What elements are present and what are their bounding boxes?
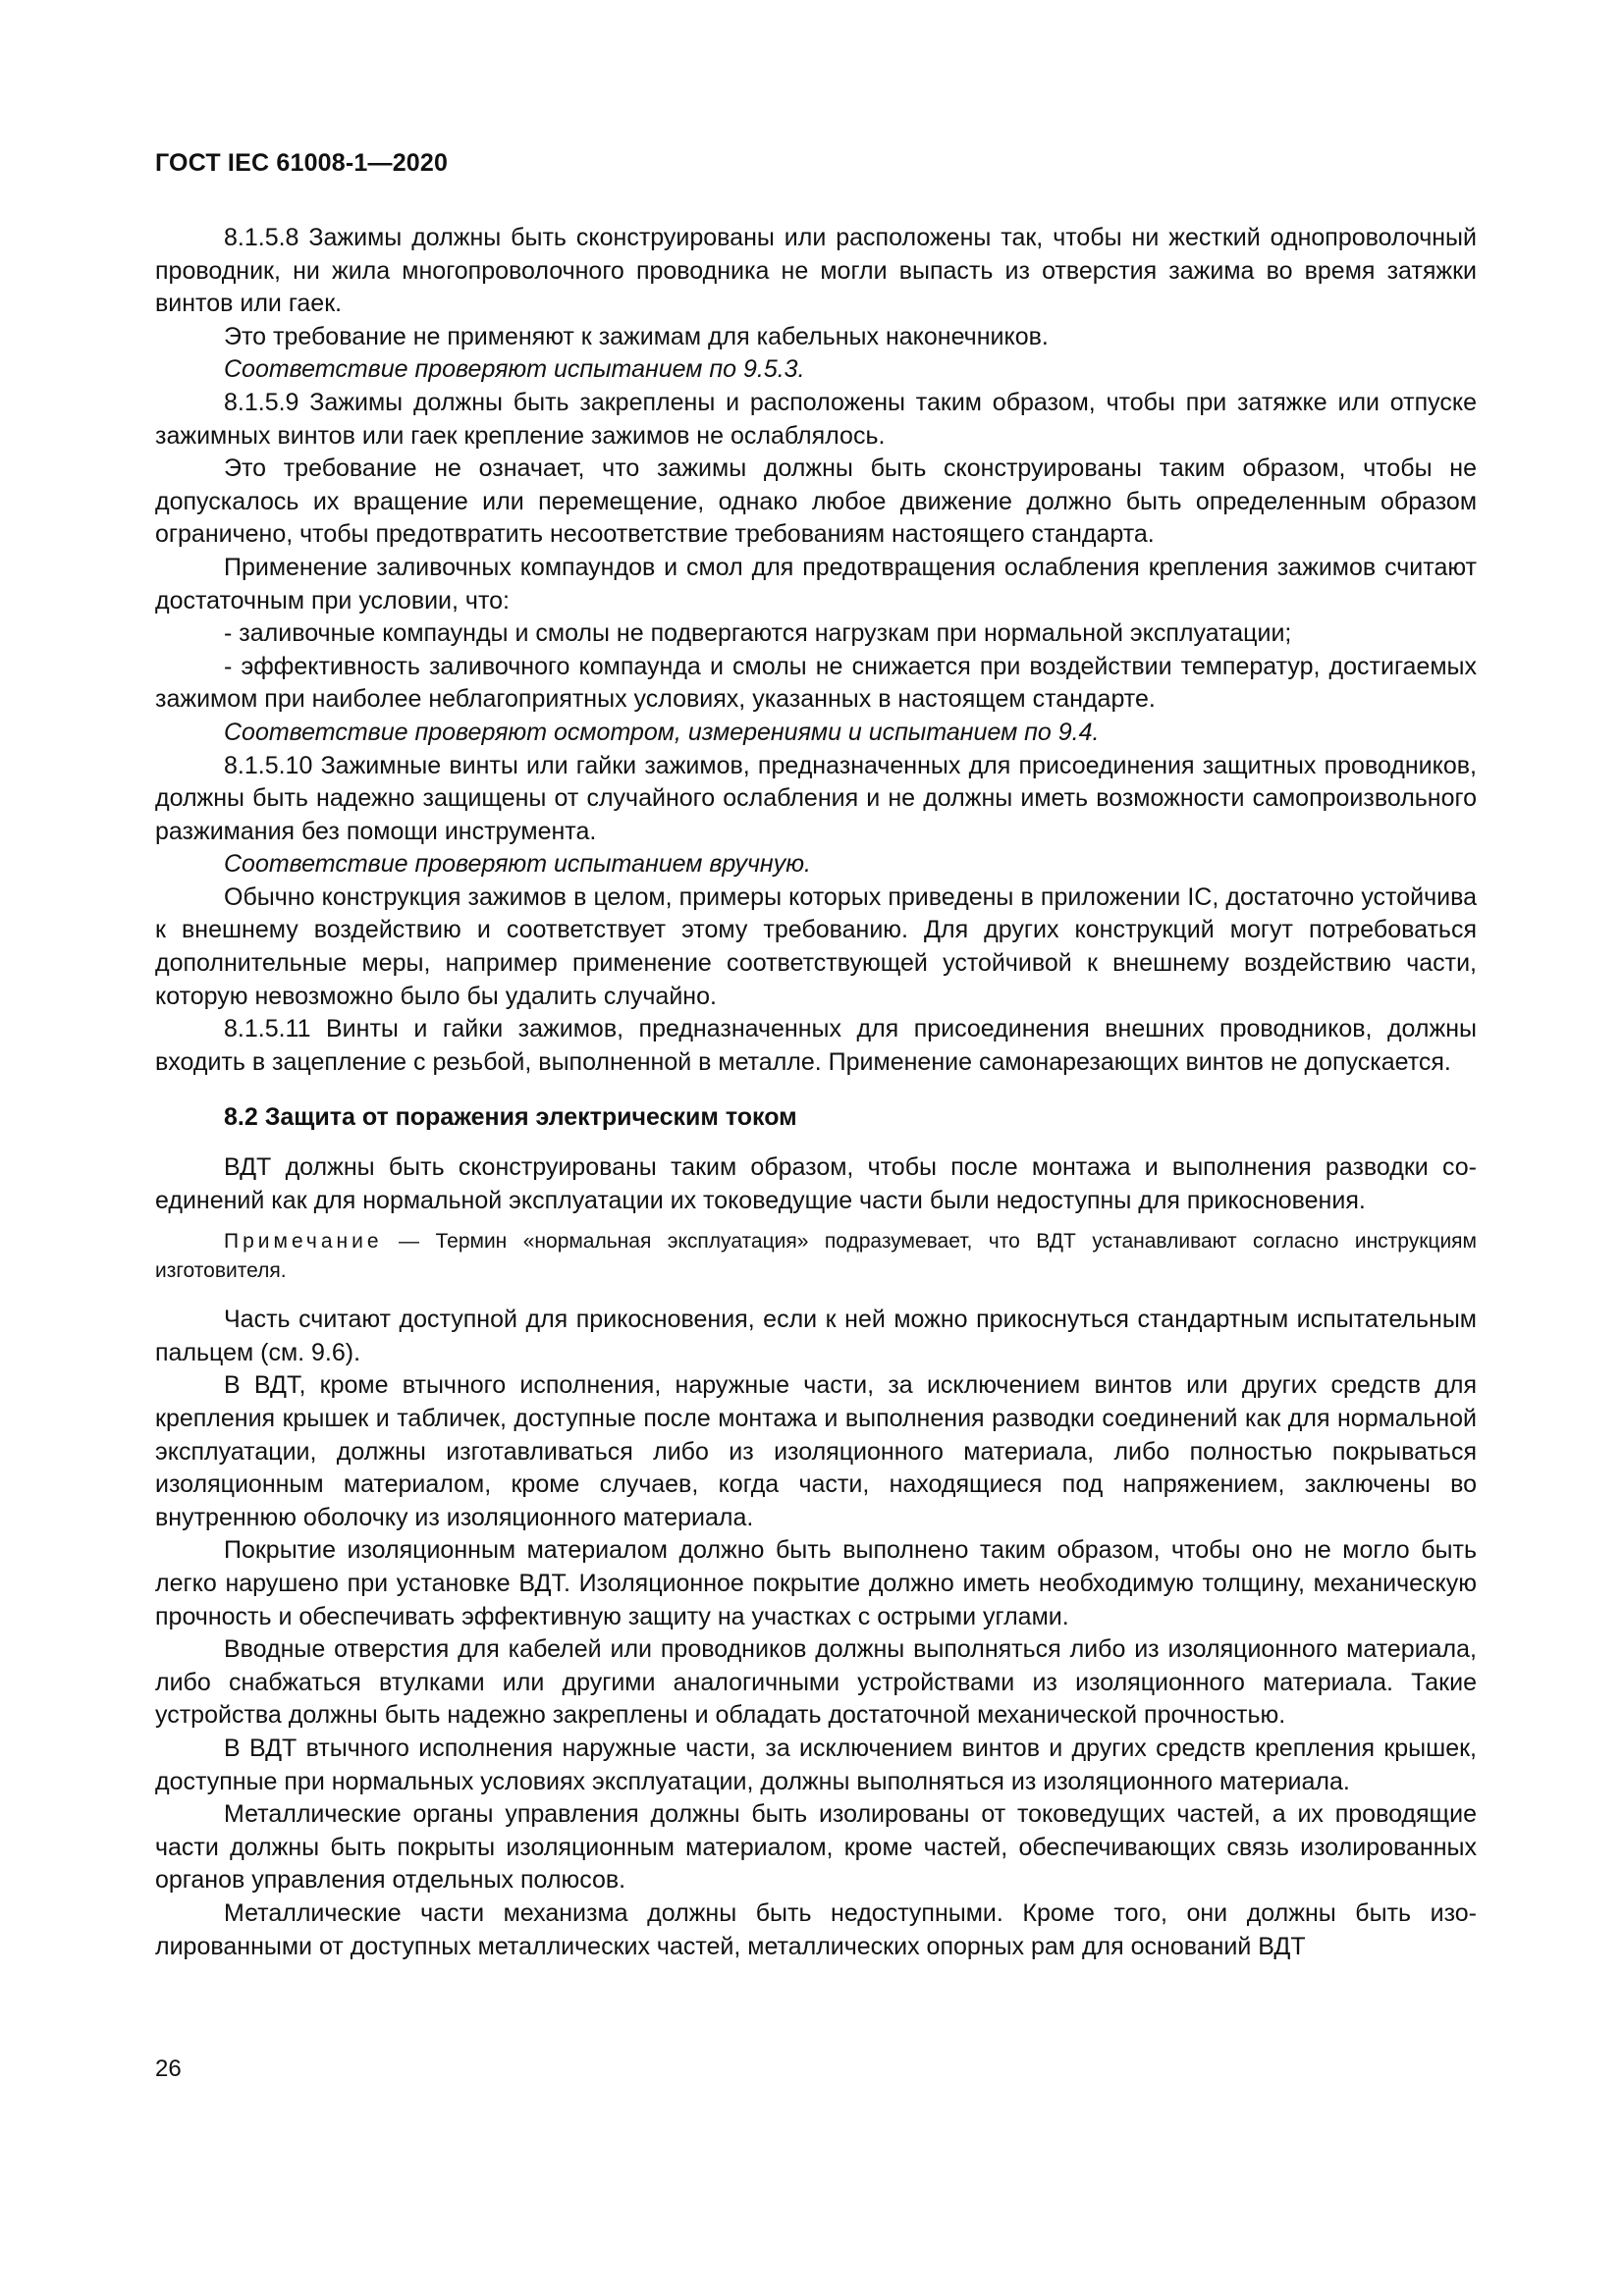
document-body (155, 222, 1477, 1963)
note-text: — Термин «нормальная эксплуатация» подразумевает, что ВДТ устанавливают согласно инструкциям изготовителя. (155, 1230, 1477, 1283)
compliance-note: Соответствие проверяют испытанием по 9.5.3. (224, 355, 805, 384)
paragraph: ВДТ должны быть сконструированы таким образом, чтобы после монтажа и выполнения разводки соединений как для нормальной эксплуатации их токоведущие части были недоступны для прикосновения. (155, 1153, 1477, 1214)
paragraph: Это требование не применяют к зажимам для кабельных наконечников. (224, 322, 1049, 350)
compliance-note: Соответствие проверяют осмотром, измерениями и испытанием по 9.4. (224, 718, 1100, 746)
note-label: Примечание (224, 1230, 383, 1254)
paragraph-8-1-5-10: 8.1.5.10 Зажимные винты или гайки зажимов, предназначенных для присоединения защитных проводников, должны быть надежно защищены от случайного ослабления и не должны иметь возможности самопроизвольного разжимания без помощи инструмента. (155, 751, 1477, 845)
paragraph-8-1-5-8: 8.1.5.8 Зажимы должны быть сконструированы или расположены так, чтобы ни жесткий однопроволочный проводник, ни жила многопроволочного проводника не могли выпасть из отверстия зажима во время затяжки винтов или гаек. (155, 224, 1477, 318)
document-header: ГОСТ IEC 61008-1—2020 (155, 149, 449, 177)
paragraph: Вводные отверстия для кабелей или проводников должны выполняться либо из изоляционного материала, либо снабжаться втулками или другими аналогичными устройствами из изоляционного материала. Такие устройства должны быть надежно закреплены и обладать достаточной механической прочностью. (155, 1635, 1477, 1730)
paragraph: Металлические части механизма должны быть недоступными. Кроме того, они должны быть изолированными от доступных металлических частей, металлических опорных рам для оснований ВДТ (155, 1898, 1477, 1960)
compliance-note: Соответствие проверяют испытанием вручную. (224, 850, 811, 879)
paragraph: Это требование не означает, что зажимы должны быть сконструированы таким образом, чтобы не допускалось их вращение или перемещение, однако любое движение должно быть определенным образом ограничено, чтобы предотвратить несоответствие требованиям настоящего стандарта. (155, 454, 1477, 549)
list-item: - эффективность заливочного компаунда и смолы не снижается при воздействии температур, достигаемых зажимом при наиболее неблагоприятных условиях, указанных в настоящем стандарте. (155, 652, 1477, 714)
list-item: - заливочные компаунды и смолы не подвергаются нагрузкам при нормальной эксплуатации; (224, 619, 1292, 648)
paragraph: Часть считают доступной для прикосновения, если к ней можно прикоснуться стандартным испытательным пальцем (см. 9.6). (155, 1306, 1477, 1366)
paragraph: Металлические органы управления должны быть изолированы от токоведущих частей, а их проводящие части должны быть покрыты изоляционным материалом, кроме частей, обеспечивающих связь изолированных органов управления отдельных полюсов. (155, 1800, 1477, 1895)
paragraph-8-1-5-11: 8.1.5.11 Винты и гайки зажимов, предназначенных для присоединения внешних проводников, должны входить в зацепление с резьбой, выполненной в металле. Применение самонарезающих винтов не допускается. (155, 1015, 1477, 1076)
paragraph-8-1-5-9: 8.1.5.9 Зажимы должны быть закреплены и расположены таким образом, чтобы при затяжке или отпуске зажимных винтов или гаек крепление зажимов не ослаблялось. (155, 388, 1477, 450)
note (155, 1227, 1477, 1286)
paragraph: Обычно конструкция зажимов в целом, примеры которых приведены в приложении IC, достаточно устойчива к внешнему воздействию и соответствует этому требованию. Для других конструкций могут потребоваться дополнительные меры, например применение соответствующей устойчивой к внешнему воздействию части, которую невозможно было бы удалить случайно. (155, 882, 1477, 1010)
section-heading-8-2: 8.2 Защита от поражения электрическим током (224, 1103, 797, 1132)
paragraph: Применение заливочных компаундов и смол для предотвращения ослабления крепления зажимов считают достаточным при условии, что: (155, 553, 1477, 614)
paragraph: В ВДТ, кроме втычного исполнения, наружные части, за исключением винтов или других средств для крепления крышек и табличек, доступные после монтажа и выполнения разводки соединений как для нормальной эксплуатации, должны изготавливаться либо из изоляционного материала, либо полностью покрываться изоляционным материалом, кроме случаев, когда части, находящиеся под напряжением, заключены во внутреннюю оболочку из изоляционного материала. (155, 1371, 1477, 1531)
paragraph: Покрытие изоляционным материалом должно быть выполнено таким образом, чтобы оно не могло быть легко нарушено при установке ВДТ. Изоляционное покрытие должно иметь необходимую толщину, механическую прочность и обеспечивать эффективную защиту на участках с острыми углами. (155, 1536, 1477, 1630)
paragraph: В ВДТ втычного исполнения наружные части, за исключением винтов и других средств крепления крышек, доступные при нормальных условиях эксплуатации, должны выполняться из изоляционного материала. (155, 1734, 1477, 1795)
page-number: 26 (155, 2056, 182, 2082)
